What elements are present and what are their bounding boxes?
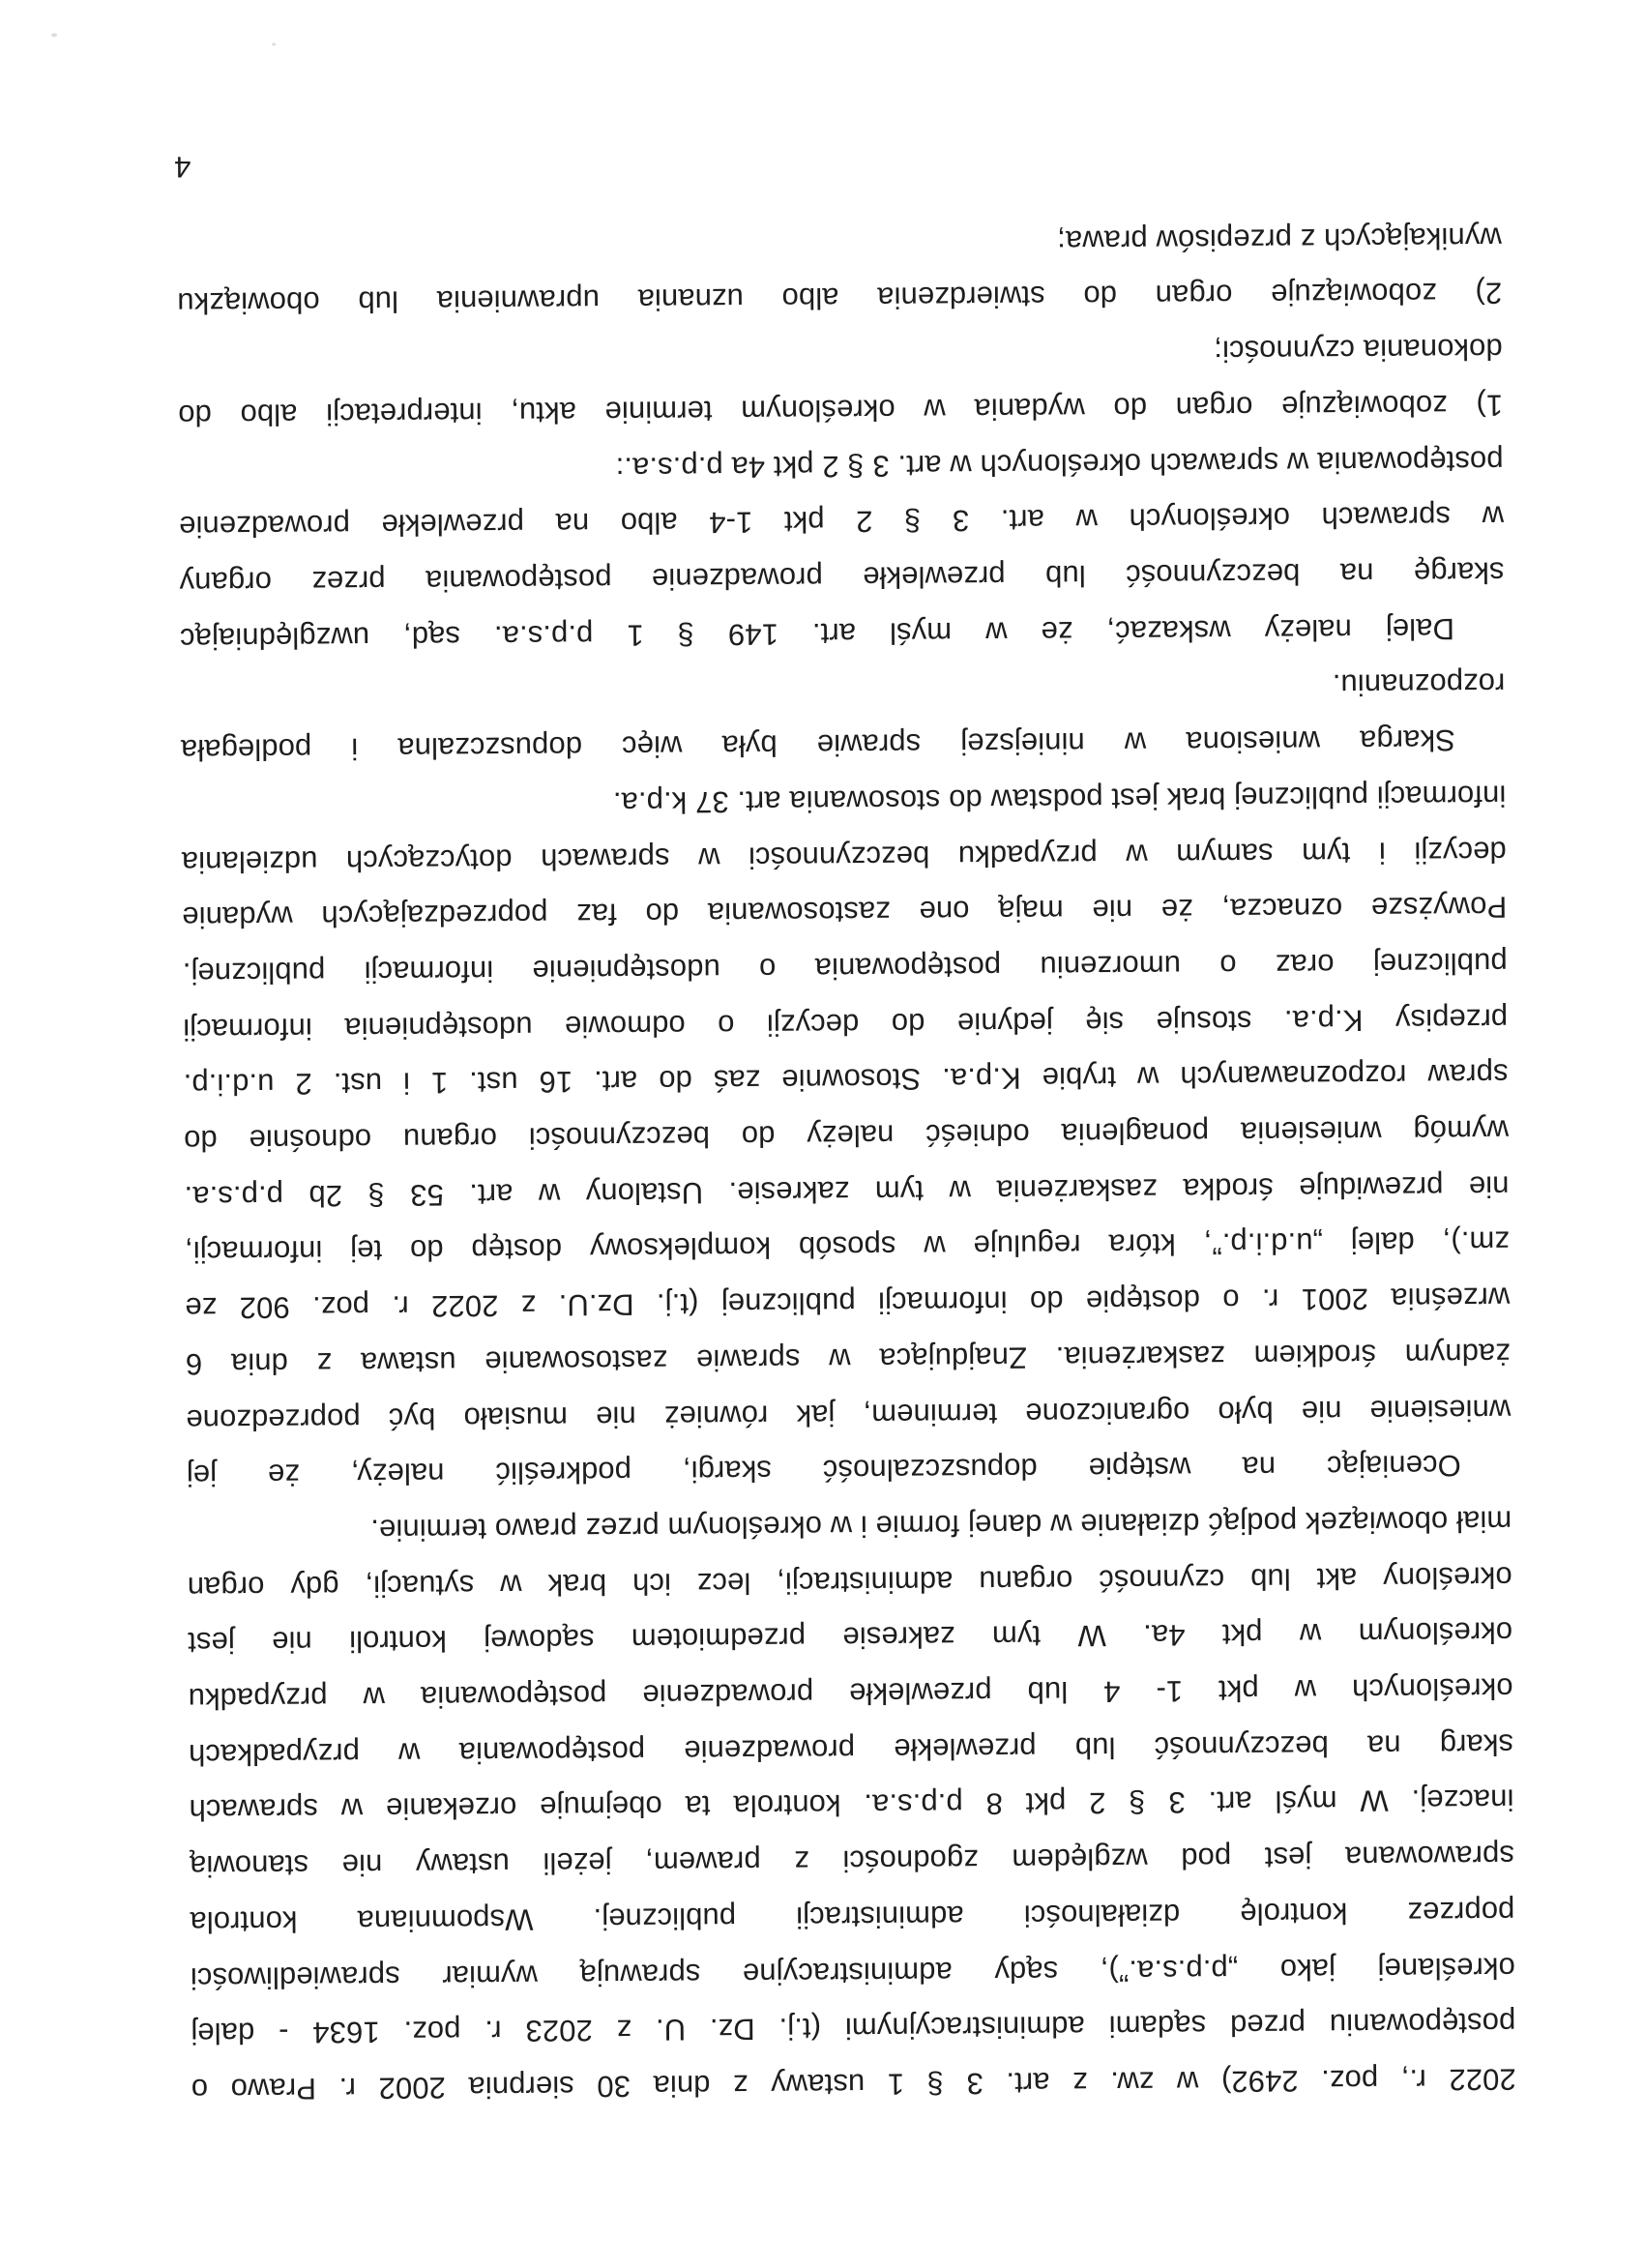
text-line: rozpoznaniu. [1332, 666, 1506, 703]
text-line: 2) zobowiązuje organ do stwierdzenia albo uznania uprawnienia lub obowiązku [177, 276, 1503, 321]
text-line: postępowania w sprawach określonych w art. 3 § 2 pkt 4a p.p.s.a.: [615, 444, 1504, 486]
text-line: w sprawach określonych w art. 3 § 2 pkt 1-4 albo na przewlekłe prowadzenie [178, 499, 1505, 545]
text-line: miał obowiązek podjąć działanie w danej formie i w określonym przez prawo terminie. [370, 1504, 1512, 1547]
text-line: żadnym środkiem zaskarżenia. Znajdująca w sprawie zastosowanie ustawa z dnia 6 [185, 1337, 1511, 1382]
text-line: wynikających z przepisów prawa; [1056, 221, 1502, 258]
scan-speckle [272, 43, 276, 45]
text-line: informacji publicznej brak jest podstaw do stosowania art. 37 k.p.a. [612, 779, 1507, 820]
text-line: postępowaniu przed sądami administracyjnymi (t.j. Dz. U. z 2023 r. poz. 1634 - dalej [191, 2006, 1516, 2051]
text-line: skargę na bezczynność lub przewlekłe prowadzenie postępowania przez organy [179, 555, 1505, 601]
text-line: Oceniając na wstępie dopuszczalność skargi, podkreślić należy, że jej [186, 1449, 1461, 1493]
text-line: określanej jako „p.p.s.a.”), sądy administracyjne sprawują wymiar sprawiedliwości [190, 1950, 1515, 1995]
scan-speckle [51, 33, 57, 37]
text-line: 2022 r., poz. 2492) w zw. z art. 3 § 1 ustawy z dnia 30 sierpnia 2002 r. Prawo o [191, 2062, 1516, 2107]
text-line: spraw rozpoznawanych w trybie K.p.a. Stosownie zaś do art. 16 ust. 1 i ust. 2 u.d.i.p. [183, 1057, 1509, 1103]
text-line: skarg na bezczynność lub przewlekłe prowadzenie postępowania w przypadkach [188, 1727, 1514, 1772]
text-line: określonych w pkt 1- 4 lub przewlekłe prowadzenie postępowania w przypadku [188, 1671, 1513, 1717]
text-line: sprawowana jest pod względem zgodności z prawem, jeżeli ustawy nie stanowią [189, 1839, 1515, 1884]
text-line: września 2001 r. o dostępie do informacji publicznej (t.j. Dz.U. z 2022 r. poz. 902 ze [185, 1281, 1511, 1326]
text-line: publicznej oraz o umorzeniu postępowania o udostępnienie informacji publicznej. [182, 946, 1508, 991]
text-line: przepisy K.p.a. stosuje się jedynie do decyzji o odmowie udostępnienia informacji [183, 1002, 1509, 1046]
text-line: Dalej należy wskazać, że w myśl art. 149 § 1 p.p.s.a. sąd, uwzględniając [179, 611, 1455, 656]
text-line: wniesienie nie było ograniczone terminem, jak również nie musiało być poprzedzone [186, 1392, 1512, 1437]
text-line: inaczej. W myśl art. 3 § 2 pkt 8 p.p.s.a. kontrola ta obejmuje orzekanie w sprawach [189, 1782, 1514, 1828]
text-line: zm.), dalej „u.d.i.p.”, która reguluje w sposób kompleksowy dostęp do tej informacji, [184, 1224, 1511, 1270]
text-block [177, 210, 1516, 2118]
text-line: nie przewiduje środka zaskarżenia w tym zakresie. Ustalony w art. 53 § 2b p.p.s.a. [184, 1169, 1510, 1214]
text-line: określonym w pkt 4a. W tym zakresie przedmiotem sądowej kontroli nie jest [188, 1615, 1513, 1661]
text-line: wymóg wniesienia ponaglenia odnieść należy do bezczynności organu odnośnie do [183, 1113, 1510, 1159]
text-line: poprzez kontrolę działalności administracji publicznej. Wspomniana kontrola [190, 1895, 1515, 1940]
text-line: 1) zobowiązuje organ do wydania w określonym terminie aktu, interpretacji albo do [178, 388, 1504, 433]
text-line: dokonania czynności; [1214, 332, 1503, 368]
text-line: określony akt lub czynność organu administracji, lecz ich brak w sytuacji, gdy organ [187, 1560, 1512, 1605]
page-number: 4 [174, 150, 191, 185]
text-line: decyzji i tym samym w przypadku bezczynności w sprawach dotyczących udzielania [181, 834, 1507, 879]
text-line: Powyższe oznacza, że nie mają one zastosowania do faz poprzedzających wydanie [182, 890, 1508, 935]
text-line: Skarga wniesiona w niniejszej sprawie była więc dopuszczalna i podlegała [180, 722, 1455, 768]
